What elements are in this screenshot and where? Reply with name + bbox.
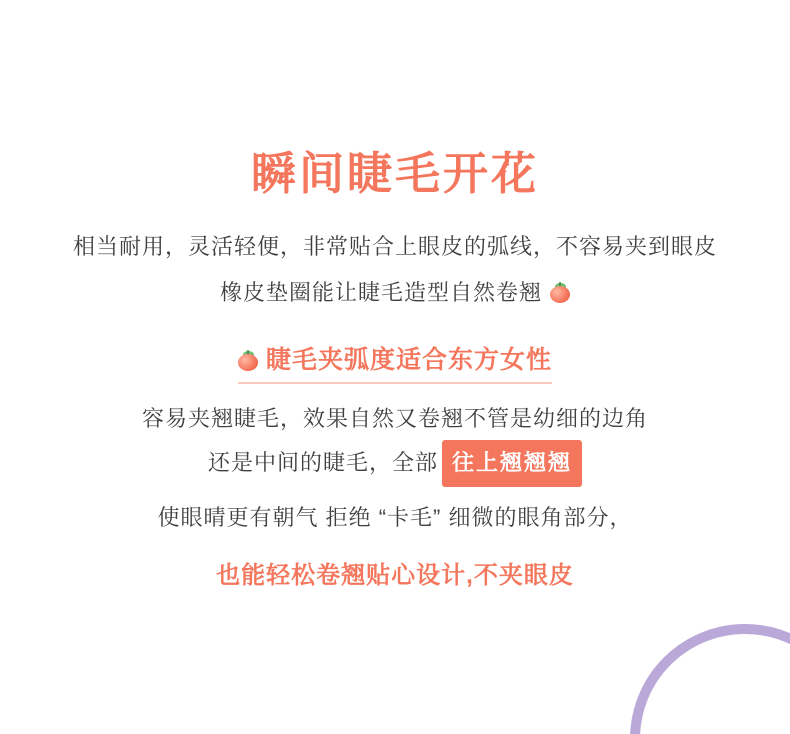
subheading [238, 340, 552, 384]
subheading-wrap [0, 340, 790, 384]
page-title: 瞬间睫毛开花 [250, 148, 539, 199]
decorative-arc [630, 624, 790, 734]
intro-line-2-text: 橡皮垫圈能让睫毛造型自然卷翘 [219, 280, 542, 306]
highlight-badge: 往上翘翘翘 [442, 440, 582, 488]
body-line-2-prefix: 还是中间的睫毛，全部 [207, 449, 438, 475]
body-line-1: 容易夹翘睫毛，效果自然又卷翘不管是幼细的边角 [141, 405, 648, 431]
intro-line-2-row [0, 272, 790, 314]
body-line-2-row [0, 440, 790, 488]
subheading-label: 睫毛夹弧度适合东方女性 [265, 345, 552, 374]
peach-emoji-icon [550, 283, 570, 303]
body-line-3: 使眼晴更有朝气 拒绝 “卡毛” 细微的眼角部分， [157, 505, 633, 531]
intro-line-1: 相当耐用，灵活轻便，非常贴合上眼皮的弧线，不容易夹到眼皮 [72, 234, 717, 260]
body-line-4-accent: 也能轻松卷翘贴心设计,不夹眼皮 [216, 562, 574, 590]
peach-emoji-icon-left [238, 351, 258, 371]
